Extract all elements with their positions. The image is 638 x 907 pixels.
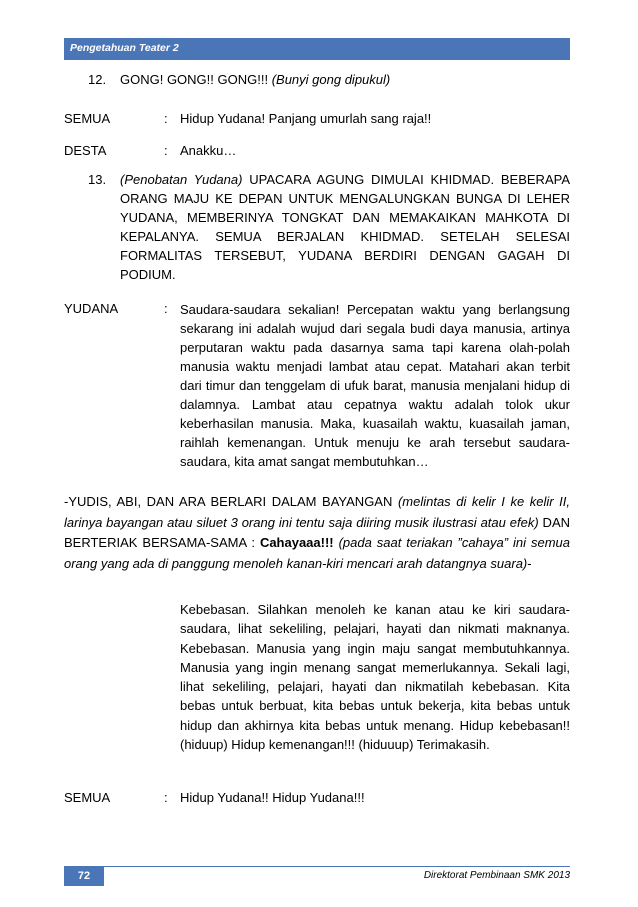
colon: : xyxy=(164,301,168,316)
speaker-yudana: YUDANA xyxy=(64,301,119,316)
continuation-text: Kebebasan. Silahkan menoleh ke kanan atau ke kiri saudara-saudara, lihat sekeliling, pelajari, hayati dan nikmati maknanya. Kebebasan. Manusia yang ingin maju sangat membutuhkannya. Manusia yang ingin menang sangat memerlukannya. Sekali lagi, lihat sekeliling, pelajari, hayati dan nikmatilah kebebasan. Kita bebas untuk berbuat, kita bebas untuk bekerja, kita bebas untuk hidup dan akhirnya kita bebas untuk menang. Hidup kebebasan!! (hiduup) Hidup kemenangan!!! (hiduuup) Terimakasih. xyxy=(180,602,570,753)
colon: : xyxy=(164,790,168,805)
speaker-semua: SEMUA xyxy=(64,790,111,805)
item-13-body: UPACARA AGUNG DIMULAI KHIDMAD. BEBERAPA ORANG MAJU KE DEPAN UNTUK MENGALUNGKAN BUNGA DI LEHER YUDANA, MEMBERINYA TONGKAT DAN MEMAKAIKAN MAHKOTA DI KEPALANYA. SEMUA BERJALAN KHIDMAD. SETELAH SELESAI FORMALITAS TERSEBUT, YUDANA BERDIRI DENGAN GAGAH DI PODIUM. xyxy=(120,172,570,282)
speaker-desta: DESTA xyxy=(64,143,107,158)
item-12-italic: (Bunyi gong dipukul) xyxy=(271,72,391,87)
stage-direction-part2: DAN BERTERIAK BERSAMA-SAMA : xyxy=(64,514,571,550)
item-12-number: 12. xyxy=(88,72,107,87)
dialogue-text: Anakku… xyxy=(180,143,237,158)
stage-direction-bold: Cahayaaa!!! xyxy=(259,535,334,550)
item-12-text: GONG! GONG!! GONG!!! xyxy=(120,72,269,87)
footer-publisher: Direktorat Pembinaan SMK 2013 xyxy=(423,870,570,881)
stage-direction xyxy=(64,492,570,574)
stage-direction-end: - xyxy=(527,555,532,571)
item-13-number: 13. xyxy=(88,172,107,187)
stage-direction-italic2: (pada saat teriakan ”cahaya” ini semua orang yang ada di panggung menoleh kanan-kiri mencari arah datangnya suara) xyxy=(64,535,570,571)
dialogue-text: Hidup Yudana! Panjang umurlah sang raja!! xyxy=(180,111,432,126)
stage-direction-part1: -YUDIS, ABI, DAN ARA BERLARI DALAM BAYANGAN xyxy=(64,494,398,509)
header-title: Pengetahuan Teater 2 xyxy=(70,42,179,54)
item-13-italic: (Penobatan Yudana) xyxy=(120,172,243,187)
colon: : xyxy=(164,111,168,126)
dialogue-text: Saudara-saudara sekalian! Percepatan waktu yang berlangsung sekarang ini adalah wujud dari segala budi daya manusia, artinya perputaran waktu pada dasarnya sama tapi karena olah-polah manusia waktu menjadi lambat atau cepat. Matahari akan terbit dari timur dan tenggelam di ufuk barat, manusia menjalani hidup di dalamnya. Lambat atau cepatnya waktu adalah tolok ukur keberhasilan manusia. Maka, kuasailah waktu, kuasailah jaman, raihlah kemenangan. Untuk menuju ke arah tersebut saudara-saudara, kita amat sangat membutuhkan… xyxy=(180,302,570,469)
stage-direction-italic1: (melintas di kelir I ke kelir II, larinya bayangan atau siluet 3 orang ini tentu saja diiring musik ilustrasi atau efek) xyxy=(64,494,571,530)
page-number: 72 xyxy=(64,866,104,886)
header-bar xyxy=(64,38,570,60)
dialogue-text: Hidup Yudana!! Hidup Yudana!!! xyxy=(180,790,365,805)
item-13-text xyxy=(120,170,570,284)
speaker-semua: SEMUA xyxy=(64,111,111,126)
colon: : xyxy=(164,143,168,158)
